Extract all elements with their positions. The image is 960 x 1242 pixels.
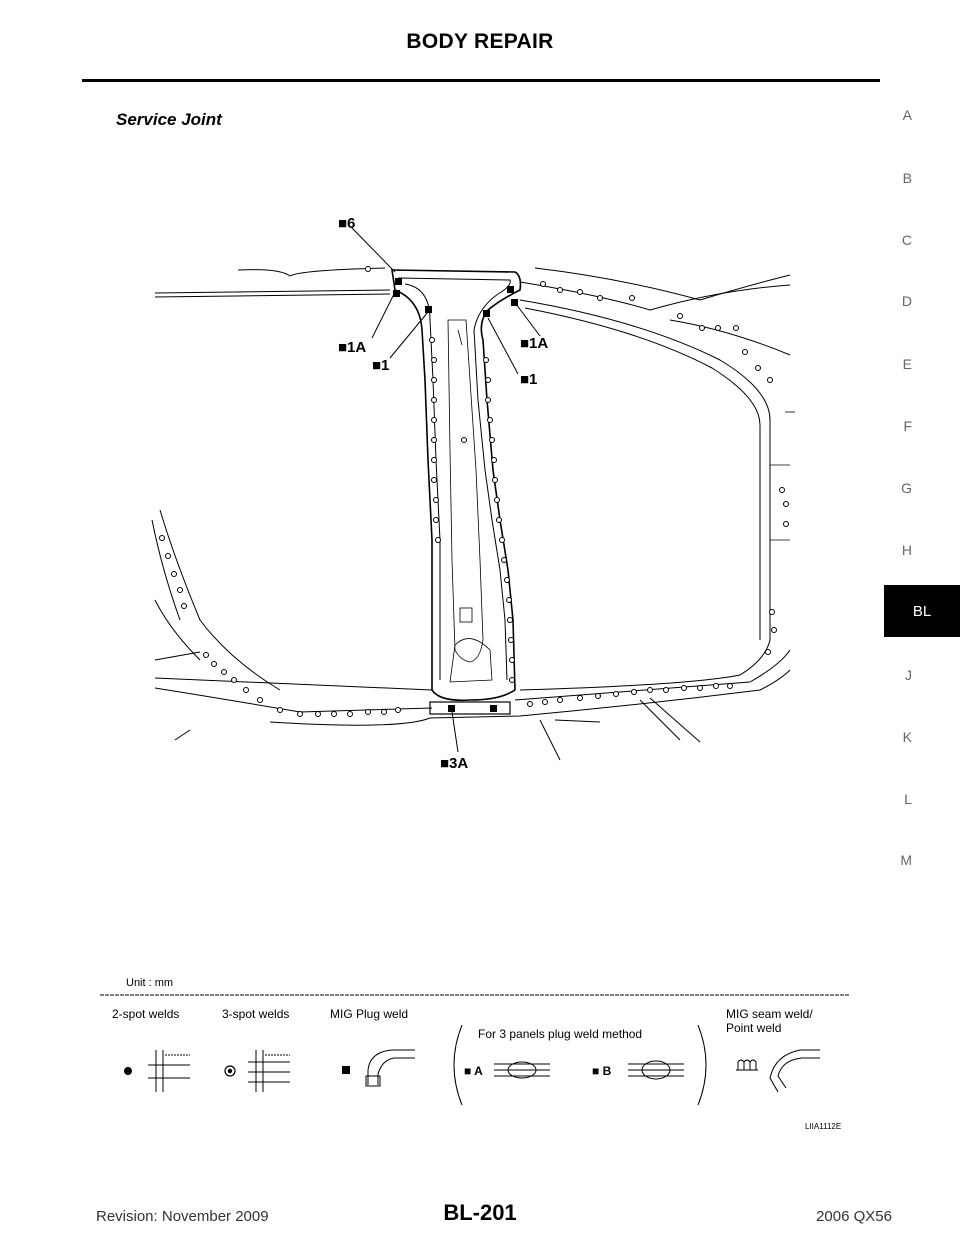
figure-code: LIIA1112E	[805, 1122, 842, 1131]
footer-model: 2006 QX56	[816, 1208, 892, 1225]
side-index-k[interactable]: K	[902, 729, 912, 745]
legend-method-b: ■ B	[592, 1064, 612, 1078]
callout-3a: ■3A	[440, 755, 469, 772]
page-header-title: BODY REPAIR	[406, 30, 554, 53]
callout-1-right: ■1	[520, 371, 538, 388]
header-rule	[82, 79, 880, 82]
callout-1-left: ■1	[372, 357, 390, 374]
legend-mig-plug-label: MIG Plug weld	[330, 1007, 409, 1021]
callout-6: ■6	[338, 215, 356, 232]
footer-revision: Revision: November 2009	[96, 1208, 269, 1225]
footer-page-number: BL-201	[443, 1200, 517, 1225]
unit-label: Unit : mm	[126, 977, 174, 989]
side-index-b[interactable]: B	[902, 170, 912, 186]
legend-method-a: ■ A	[464, 1064, 483, 1078]
side-index-c[interactable]: C	[901, 232, 912, 248]
weld-legend	[100, 970, 860, 1120]
side-index-h[interactable]: H	[901, 542, 912, 558]
legend-three-spot-label: 3-spot welds	[222, 1007, 290, 1021]
side-index-e[interactable]: E	[902, 356, 912, 372]
side-index-d[interactable]: D	[901, 293, 912, 309]
section-title: Service Joint	[116, 110, 222, 129]
callout-1a-left: ■1A	[338, 339, 367, 356]
side-index-a[interactable]: A	[902, 107, 912, 123]
side-index-active-tab[interactable]: BL	[884, 585, 960, 637]
legend-three-panels-label: For 3 panels plug weld method	[478, 1027, 643, 1041]
side-index-m[interactable]: M	[900, 852, 912, 868]
callout-1a-right: ■1A	[520, 335, 549, 352]
legend-mig-seam-label-2: Point weld	[726, 1021, 782, 1035]
center-pillar-figure	[150, 200, 800, 780]
side-index-l[interactable]: L	[904, 791, 912, 807]
side-index-j[interactable]: J	[905, 667, 912, 683]
legend-two-spot-label: 2-spot welds	[112, 1007, 180, 1021]
side-index-f[interactable]: F	[903, 418, 912, 434]
legend-mig-seam-label-1: MIG seam weld/	[726, 1007, 813, 1021]
side-index-g[interactable]: G	[901, 480, 912, 496]
